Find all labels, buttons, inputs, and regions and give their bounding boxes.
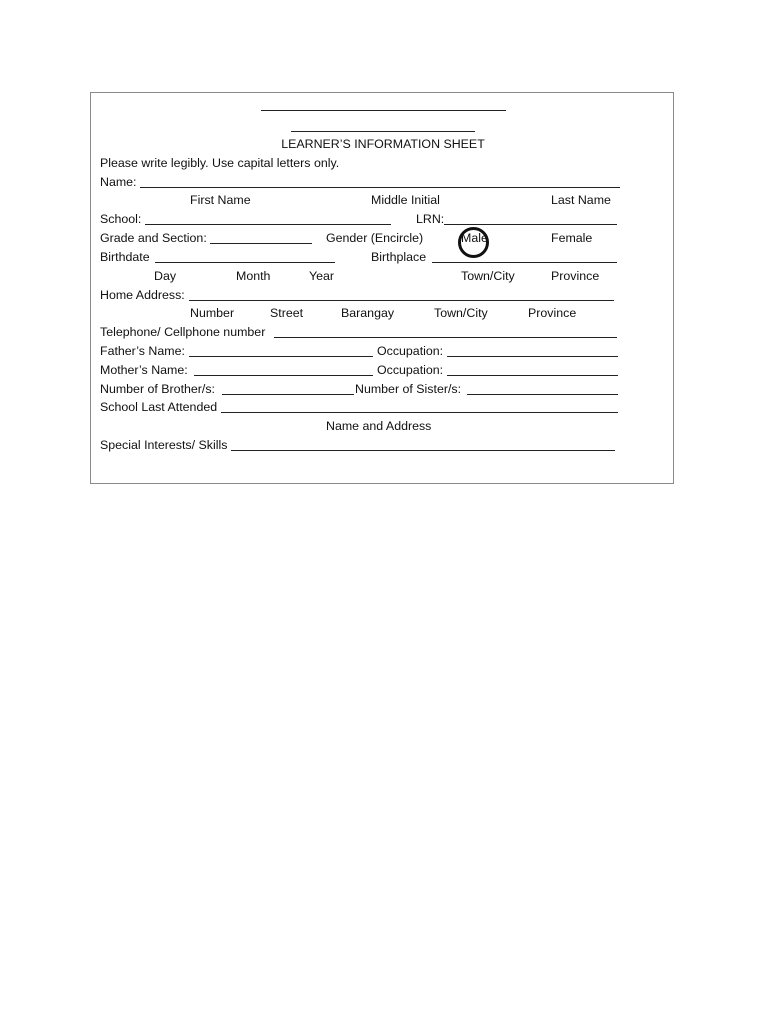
- birthplace-field[interactable]: [432, 262, 617, 263]
- father-occupation-label: Occupation:: [377, 344, 444, 358]
- brothers-field[interactable]: [222, 394, 354, 395]
- instruction-text: Please write legibly. Use capital letters only.: [100, 156, 340, 170]
- father-name-label: Father’s Name:: [100, 344, 185, 358]
- number-caption: Number: [190, 306, 235, 320]
- telephone-field[interactable]: [274, 337, 617, 338]
- brothers-label: Number of Brother/s:: [100, 382, 216, 396]
- gender-option-female[interactable]: Female: [551, 231, 593, 245]
- birth-province-caption: Province: [551, 269, 600, 283]
- special-interests-label: Special Interests/ Skills: [100, 438, 228, 452]
- school-field[interactable]: [145, 224, 391, 225]
- last-school-caption: Name and Address: [326, 419, 432, 433]
- school-label: School:: [100, 212, 142, 226]
- birthdate-label: Birthdate: [100, 250, 150, 264]
- grade-section-label: Grade and Section:: [100, 231, 207, 245]
- last-school-label: School Last Attended: [100, 400, 218, 414]
- grade-section-field[interactable]: [210, 243, 312, 244]
- home-address-label: Home Address:: [100, 288, 185, 302]
- sisters-label: Number of Sister/s:: [355, 382, 462, 396]
- sisters-field[interactable]: [467, 394, 618, 395]
- home-address-field[interactable]: [189, 300, 614, 301]
- school-name-blank[interactable]: [261, 110, 506, 111]
- mother-occupation-field[interactable]: [447, 375, 618, 376]
- learner-information-sheet: [90, 92, 674, 484]
- name-label: Name:: [100, 175, 137, 189]
- father-name-field[interactable]: [189, 356, 373, 357]
- name-field[interactable]: [140, 187, 620, 188]
- middle-initial-caption: Middle Initial: [371, 193, 440, 207]
- birthdate-field[interactable]: [155, 262, 335, 263]
- mother-name-label: Mother’s Name:: [100, 363, 188, 377]
- lrn-field[interactable]: [444, 224, 617, 225]
- mother-occupation-label: Occupation:: [377, 363, 444, 377]
- mother-name-field[interactable]: [194, 375, 373, 376]
- last-name-caption: Last Name: [551, 193, 611, 207]
- day-caption: Day: [154, 269, 177, 283]
- gender-option-male[interactable]: Male: [461, 231, 488, 245]
- gender-selection-circle: [458, 227, 489, 258]
- lrn-label: LRN:: [416, 212, 445, 226]
- birthplace-label: Birthplace: [371, 250, 427, 264]
- school-year-blank[interactable]: [291, 131, 475, 132]
- last-school-field[interactable]: [221, 412, 618, 413]
- address-town-caption: Town/City: [434, 306, 488, 320]
- month-caption: Month: [236, 269, 271, 283]
- year-caption: Year: [309, 269, 335, 283]
- special-interests-field[interactable]: [231, 450, 615, 451]
- barangay-caption: Barangay: [341, 306, 395, 320]
- street-caption: Street: [270, 306, 304, 320]
- father-occupation-field[interactable]: [447, 356, 618, 357]
- first-name-caption: First Name: [190, 193, 251, 207]
- birth-town-caption: Town/City: [461, 269, 515, 283]
- form-title: LEARNER’S INFORMATION SHEET: [281, 137, 485, 151]
- address-province-caption: Province: [528, 306, 577, 320]
- telephone-label: Telephone/ Cellphone number: [100, 325, 266, 339]
- gender-label: Gender (Encircle): [326, 231, 424, 245]
